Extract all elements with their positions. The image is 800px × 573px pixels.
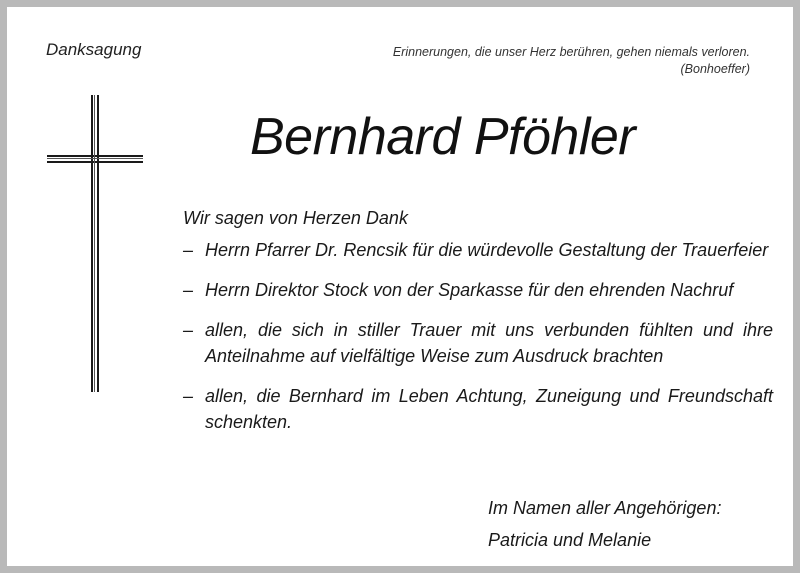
thanks-item xyxy=(183,383,773,435)
item-text: Herrn Direktor Stock von der Sparkasse für den ehrenden Nachruf xyxy=(205,280,734,300)
thanks-item xyxy=(183,277,773,303)
thanks-item xyxy=(183,317,773,369)
quote-author: (Bonhoeffer) xyxy=(680,62,750,76)
thanks-item xyxy=(183,237,773,263)
item-text: allen, die sich in stiller Trauer mit uns verbunden fühlten und ihre Anteilnahme auf vielfältige Weise zum Ausdruck brachten xyxy=(205,320,773,366)
notice-heading: Danksagung xyxy=(46,40,142,59)
quote-text: Erinnerungen, die unser Herz berühren, gehen niemals verloren. xyxy=(392,45,750,59)
item-dash: – xyxy=(183,386,194,406)
signature-block xyxy=(488,492,721,556)
thanks-intro: Wir sagen von Herzen Dank xyxy=(183,208,408,228)
thanks-body xyxy=(183,205,773,449)
signature-names: Patricia und Melanie xyxy=(488,530,652,550)
cross-icon xyxy=(47,95,143,392)
item-dash: – xyxy=(183,240,194,260)
item-dash: – xyxy=(183,280,194,300)
signature-line: Im Namen aller Angehörigen: xyxy=(488,498,722,518)
item-dash: – xyxy=(183,320,194,340)
deceased-name: Bernhard Pföhler xyxy=(250,108,636,166)
item-text: allen, die Bernhard im Leben Achtung, Zuneigung und Freundschaft schenkten. xyxy=(205,386,773,432)
item-text: Herrn Pfarrer Dr. Rencsik für die würdevolle Gestaltung der Trauerfeier xyxy=(205,240,769,260)
quote-block xyxy=(280,44,750,78)
